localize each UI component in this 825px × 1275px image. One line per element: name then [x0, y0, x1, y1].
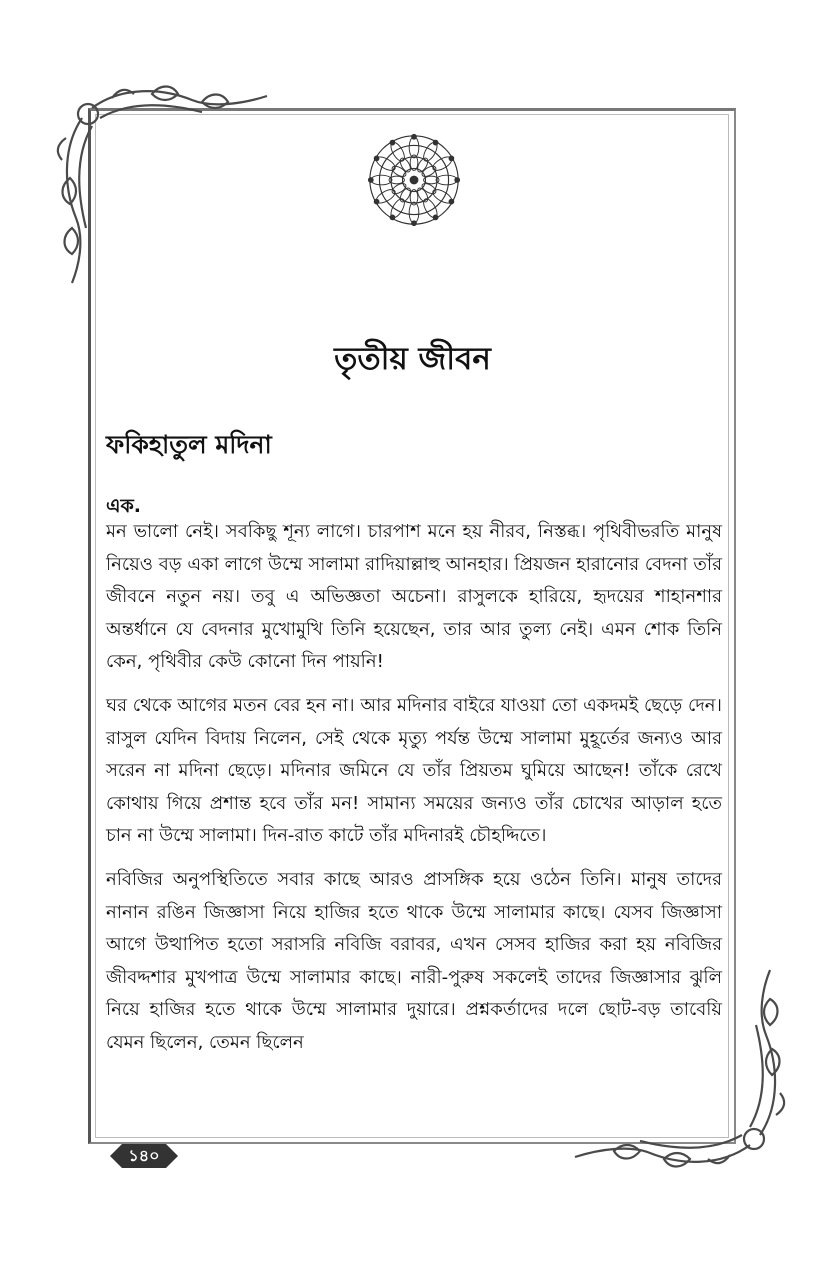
paragraph: মন ভালো নেই। সবকিছু শূন্য লাগে। চারপাশ মনে হয় নীরব, নিস্তব্ধ। পৃথিবীভরতি মানুষ নিয়েও বড় একা লাগে উম্মে সালামা রাদিয়াল্লাহু আনহার। প্রিয়জন হারানোর বেদনা তাঁর জীবনে নতুন নয়। তবু এ অভিজ্ঞতা অচেনা। রাসুলকে হারিয়ে, হৃদয়ের শাহানশার অন্তর্ধানে যে বেদনার মুখোমুখি তিনি হয়েছেন, তার আর তুল্য নেই। এমন শোক তিনি কেন, পৃথিবীর কেউ কোনো দিন পায়নি! — [106, 521, 722, 673]
chapter-title: তৃতীয় জীবন — [334, 341, 491, 377]
paragraph: নবিজির অনুপস্থিতিতে সবার কাছে আরও প্রাসঙ্গিক হয়ে ওঠেন তিনি। মানুষ তাদের নানান রঙিন জিজ্ঞাসা নিয়ে হাজির হতে থাকে উম্মে সালামার কাছে। যেসব জিজ্ঞাসা আগে উত্থাপিত হতো সরাসরি নবিজি বরাবর, এখন সেসব হাজির করা হয় নবিজির জীবদ্দশার মুখপাত্র উম্মে সালামার কাছে। নারী-পুরুষ সকলেই তাদের জিজ্ঞাসার ঝুলি নিয়ে হাজির হতে থাকে উম্মে সালামার দুয়ারে। প্রশ্নকর্তাদের দলে ছোট-বড় তাবেয়ি যেমন ছিলেন, তেমন ছিলেন — [106, 868, 722, 1053]
paragraph: ঘর থেকে আগের মতন বের হন না। আর মদিনার বাইরে যাওয়া তো একদমই ছেড়ে দেন। রাসুল যেদিন বিদায় নিলেন, সেই থেকে মৃত্যু পর্যন্ত উম্মে সালামা মুহূর্তের জন্যও আর সরেন না মদিনা ছেড়ে। মদিনার জমিনে যে তাঁর প্রিয়তম ঘুমিয়ে আছেন! তাঁকে রেখে কোথায় গিয়ে প্রশান্ত হবে তাঁর মন! সামান্য সময়ের জন্যও তাঁর চোখের আড়াল হতে চান না উম্মে সালামা। দিন-রাত কাটে তাঁর মদিনারই চৌহদ্দিতে। — [106, 694, 722, 847]
mandala-ornament-icon — [366, 132, 462, 228]
section-title: ফকিহাতুল মদিনা — [106, 430, 272, 459]
top-left-ornament-icon — [52, 78, 282, 298]
part-label: এক. — [106, 495, 141, 517]
body-text — [106, 516, 722, 1071]
page-number: ১৪০ — [128, 1146, 160, 1165]
